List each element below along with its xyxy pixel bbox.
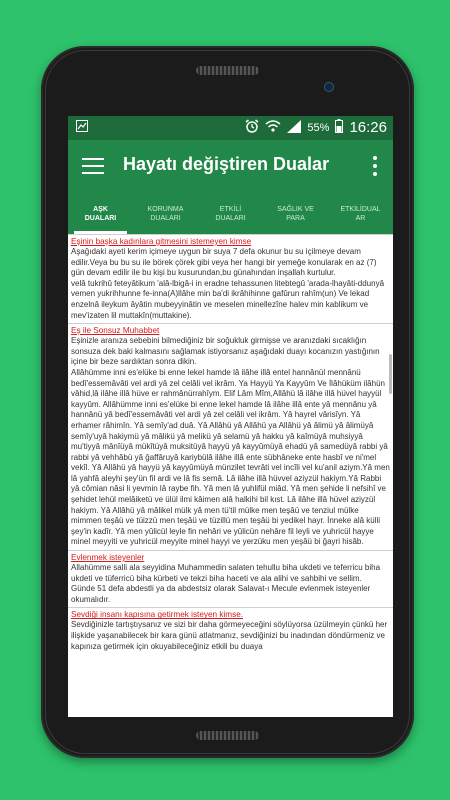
section-body: Eşinizle aranıza sebebini bilmediğiniz bir soğukluk girmişse ve aranızdaki sıcaklığın sonsuza dek baki kalmasını sağlamak istiyorsanız aşağıdaki duayı kocanızın yastığının içine bir beze sardıktan sonra dikin. Allâhümme inni es'elüke bi enne lekel hamde lâ ilâhe illâ entel hannânül mennânü bedî'essemâvâti vel ardi yâ zel celâli vel ikrâm. Ya Hayyü Ya Kayyûm Ve İlâhüküm ilâhün vâhid,lâ ilâhe illâ hüve er rahmânürrahîym. Elif Lâm Mîm,Allâhü lâ ilâhe illâ hüvel hayyül kayyûm. Allâhümme inni es'elüke bi enne lekel hamde lâ ilâhe illâ ente yâ mennânu yâ hannânü yâ bedî'essemâvâti vel ardi yâ zel celâli vel ikrâm. Yâ hayrel vârisîyn. Yâ erhamer râhimîn. Yâ semîy'ad duâ. Yâ Allâhü yâ Allâhü ya Allâhü yâ âlimü yâ âlimüyâ semîy'uyâ hakiymü yâ mâlikü yâ melikü yâ selamü yâ hakku yâ kaîmüyâ muhsiyyâ mu'tiyyâ mânîüyâ mükîtüyâ muksitüyâ hayyü yâ kayyûmüyâ ehadü yâ samedüyâ rabbi yâ rabbi yâ vehhâbü yâ ğaffâruyâ kariybülâ ilâhe illâ ente sübhâneke ente hasbî ve ni'mel vekîl. Yâ Allâhü yâ hayyü yâ kayyûmüyâ münzilet tevrâti vel incîli vel ku'anil aziym.Yâ men lâ yahfâ aleyhi şey'ün fil ardi ve lâ fis semâ. Lâ ilâhe illâ hüvvel aziyzül hakiym.Yâ Rabbi yâ cômian nâsi li yevmin lâ raybe fih. Yâ men lâ yuhlifül miâd. Yâ men şehide li nefsihî ve şehidet lehül melâiketü ve ülül ilmi kâimen alâ halkihi bil kıst. Lâ ilâhe illâ hüvel aziyzül hakiym. Yâ Allâhü yâ mâlikel mülk yâ men tü'til mülke men teşâü ve tenziul mülke mimmen teşâü ve tüizzü men teşâü ve tüzillü men teşâü bi yedikel hayr. İnneke alâ külli şey'in kadîr. Yâ men yûlicül leyle fin nehâri ve yûlicün nehâre fil leyli ve yuhricül hayye minel meyyiti ve yuhricül meyyite minel hayyi ve yerzüku men yeşâü bi ğayri hisâb. [71, 336, 390, 547]
list-item[interactable] [68, 234, 393, 323]
front-camera [324, 82, 334, 92]
prayer-list[interactable] [68, 234, 393, 717]
app-bar [68, 140, 393, 194]
tab-etkili-dualar[interactable]: ETKİLİDUAL AR [340, 206, 381, 222]
section-body: Allahümme salli ala seyyidina Muhammedin salaten tehullu biha ukdeti ve teferricu biha ukdeti ve tüferricü biha kürbeti ve tekzi biha haceti ve ala alihi ve sahbihi ve sellim. Günde 51 defa abdestli ya da abdestsiz olarak Salavat-ı Mecule evlenmek isteyenler okumalıdır. [71, 563, 381, 604]
bottom-speaker [196, 731, 259, 740]
battery-icon [335, 119, 343, 136]
earpiece-speaker [196, 66, 259, 75]
section-body: Aşağıdaki ayeti kerim içimeye uygun bir suya 7 defa okunur bu su içilmeye devam edilir.Veya bu bu su ile börek çörek gibi veya her hangi bir yemeğe konularak en az (7) gün devam edilir ile bu kişi bu kusurundan,bu günahından inşallah kurtulur. velâ tukrihû feteyâtikum 'alâ-lbigâ-i in eradne tehassunen litebtegû 'arada-lhayâti-ddunyâ vemen yukrihhunne fe-inna(A)llâhe min ba'di ikrâhihinne gafûrun rahîm(un) Ve lekad enzelnâ ileykum âyâtin mubeyyinâtin ve meselen minellezîne halev min kablikum ve mev'izaten lil muttakîn(muttakine). [71, 247, 385, 320]
signal-icon [287, 120, 301, 136]
hamburger-menu-icon[interactable] [80, 153, 106, 179]
section-title: Eşinin başka kadınlara gitmesini istemeyen kimse [71, 237, 252, 246]
tab-etkili-dualari[interactable]: ETKİLİ DUALARI [215, 206, 246, 222]
list-item[interactable] [68, 323, 393, 550]
gallery-notification-icon [76, 120, 88, 135]
section-title: Evlenmek isteyenler [71, 553, 145, 563]
status-bar [68, 116, 393, 140]
clock: 16:26 [349, 119, 387, 136]
status-icons [245, 119, 387, 136]
section-title: Sevdiği insanı kapısına getirmek isteyen kimse. [71, 610, 244, 620]
list-item[interactable] [68, 607, 393, 654]
app-title: Hayatı değiştiren Dualar [123, 154, 330, 174]
wifi-icon [265, 119, 281, 136]
tab-saglik-ve-para[interactable]: SAĞLIK VE PARA [277, 206, 314, 222]
alarm-icon [245, 119, 259, 136]
screen [68, 116, 393, 717]
more-options-icon[interactable] [365, 152, 385, 180]
tab-ask-dualari[interactable]: AŞK DUALARI [68, 194, 133, 234]
tab-bar [68, 194, 393, 234]
phone-frame [41, 46, 414, 758]
list-item[interactable] [68, 550, 393, 607]
tab-korunma-dualari[interactable]: KORUNMA DUALARI [147, 206, 184, 222]
section-body: Sevdiğinizle tartıştıysanız ve sizi bir daha görmeyeceğini söylüyorsa üzülmeyin çünkü her ilişkide yaşanabilecek bir kara günü atlatmanız, sevdiğinizi bu inadından döndürmeniz ve kapınıza getirmek için okuyabileceğiniz etkili bu duaya [71, 620, 388, 651]
battery-percent: 55% [307, 121, 330, 134]
section-title: Eş ile Sonsuz Muhabbet [71, 326, 160, 336]
scrollbar[interactable] [389, 354, 392, 394]
